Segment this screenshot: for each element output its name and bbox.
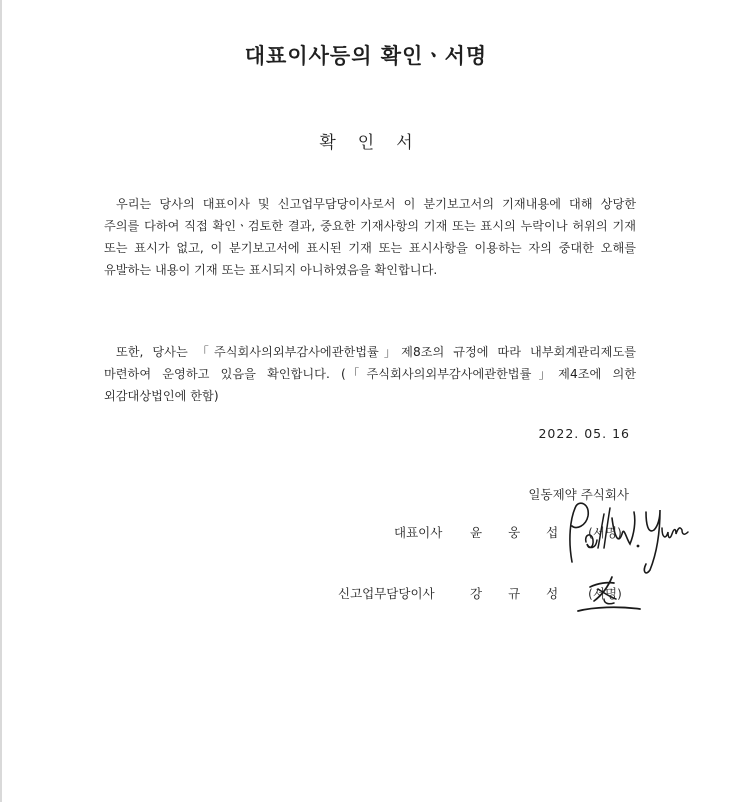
document-date: 2022. 05. 16 [538, 426, 630, 441]
signature-placeholder: (서명) [588, 525, 622, 540]
signatory-name: 윤웅섭 [470, 525, 585, 540]
signature-placeholder: (서명) [588, 586, 622, 601]
document-title: 대표이사등의 확인ㆍ서명 [244, 44, 488, 68]
document-subtitle: 확인서 [319, 133, 435, 153]
page-edge-divider [0, 0, 2, 802]
internal-control-paragraph: 또한, 당사는 「주식회사의외부감사에관한법률」제8조의 규정에 따라 내부회계관리제도를 마련하여 운영하고 있음을 확인합니다. (「주식회사의외부감사에관한법률」제4조에 의한 외감대상법인에 한함) [104, 345, 636, 403]
signatory-role: 대표이사 [394, 525, 443, 540]
signatory-name: 강규성 [470, 586, 585, 601]
confirmation-paragraph: 우리는 당사의 대표이사 및 신고업무담당이사로서 이 분기보고서의 기재내용에 대해 상당한 주의를 다하여 직접 확인ㆍ검토한 결과, 중요한 기재사항의 기재 또는 표시의 누락이나 허위의 기재 또는 표시가 없고, 이 분기보고서에 표시된 기재 또는 표시사항을 이용하는 자의 중대한 오해를 유발하는 내용이 기재 또는 표시되지 아니하였음을 확인합니다. [104, 197, 636, 277]
company-name: 일동제약 주식회사 [528, 487, 629, 502]
signatory-role: 신고업무담당이사 [338, 586, 435, 601]
